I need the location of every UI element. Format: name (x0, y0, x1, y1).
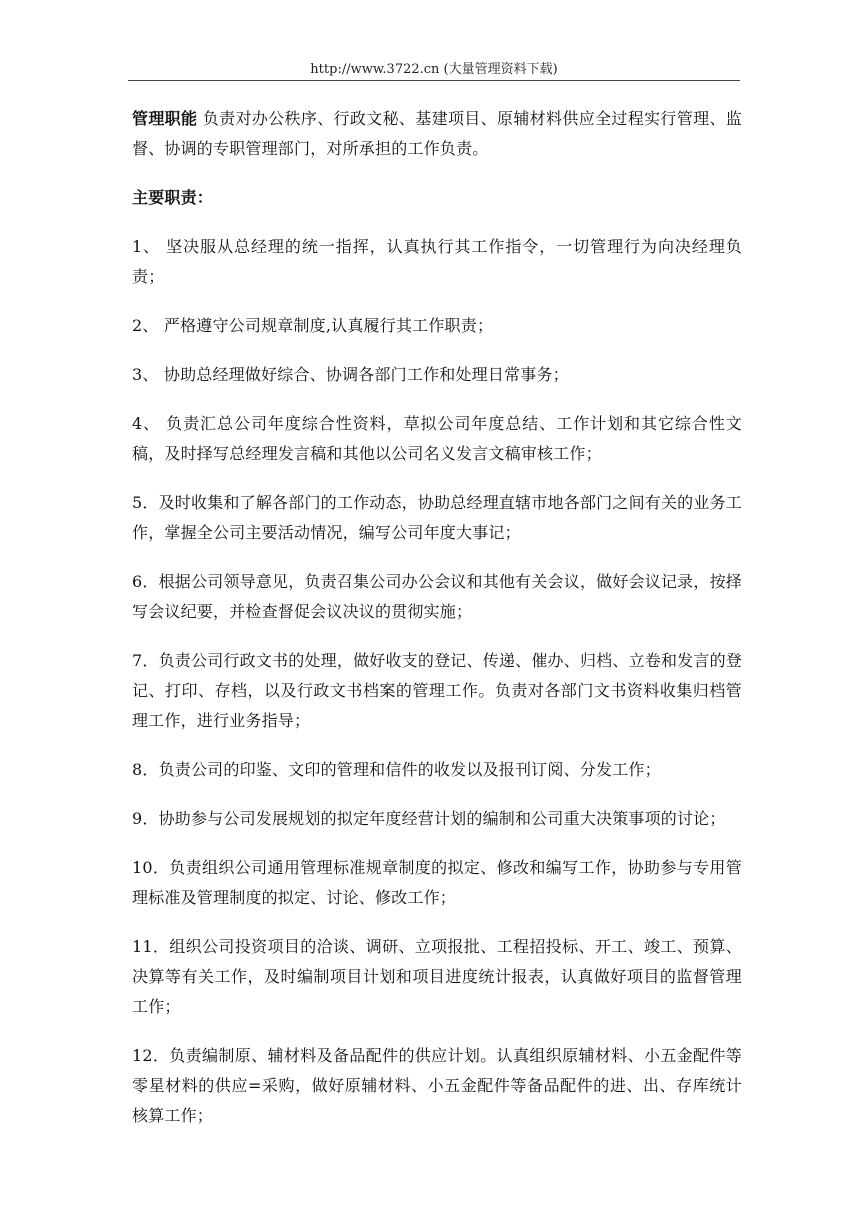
duty-item-12: 12．负责编制原、辅材料及备品配件的供应计划。认真组织原辅材料、小五金配件等零星材料的供应=采购，做好原辅材料、小五金配件等备品配件的进、出、存库统计核算工作； (132, 1046, 742, 1125)
duty-item-3: 3、 协助总经理做好综合、协调各部门工作和处理日常事务； (132, 365, 569, 384)
duty-item-7: 7．负责公司行政文书的处理，做好收支的登记、传递、催办、归档、立卷和发言的登记、打印、存档，以及行政文书档案的管理工作。负责对各部门文书资料收集归档管理工作，进行业务指导； (132, 651, 742, 730)
header-divider (128, 80, 740, 81)
duty-item-11: 11．组织公司投资项目的洽谈、调研、立项报批、工程招投标、开工、竣工、预算、决算等有关工作，及时编制项目计划和项目进度统计报表，认真做好项目的监督管理工作； (132, 937, 742, 1016)
page-header: http://www.3722.cn (大量管理资料下载) (310, 62, 558, 77)
document-body (132, 104, 742, 1150)
duty-item-10: 10．负责组织公司通用管理标准规章制度的拟定、修改和编写工作，协助参与专用管理标准及管理制度的拟定、讨论、修改工作； (132, 858, 742, 907)
duty-item-2: 2、 严格遵守公司规章制度,认真履行其工作职责； (132, 316, 494, 335)
duty-item-9: 9．协助参与公司发展规划的拟定年度经营计划的编制和公司重大决策事项的讨论； (132, 809, 726, 828)
section-title: 主要职责： (132, 188, 214, 207)
duty-item-8: 8．负责公司的印鉴、文印的管理和信件的收发以及报刊订阅、分发工作； (132, 760, 661, 779)
management-function-text: 负责对办公秩序、行政文秘、基建项目、原辅材料供应全过程实行管理、监督、协调的专职管理部门，对所承担的工作负责。 (132, 109, 742, 158)
duty-item-6: 6．根据公司领导意见，负责召集公司办公会议和其他有关会议，做好会议记录，按择写会议纪要，并检查督促会议决议的贯彻实施； (132, 572, 742, 621)
duty-item-4: 4、 负责汇总公司年度综合性资料，草拟公司年度总结、工作计划和其它综合性文稿，及时择写总经理发言稿和其他以公司名义发言文稿审核工作； (132, 414, 742, 463)
management-function-label: 管理职能 (132, 109, 198, 128)
management-function-paragraph (132, 104, 742, 164)
duty-item-5: 5．及时收集和了解各部门的工作动态，协助总经理直辖市地各部门之间有关的业务工作，掌握全公司主要活动情况，编写公司年度大事记； (132, 493, 742, 542)
duty-item-1: 1、 坚决服从总经理的统一指挥，认真执行其工作指令，一切管理行为向决经理负责； (132, 237, 742, 286)
